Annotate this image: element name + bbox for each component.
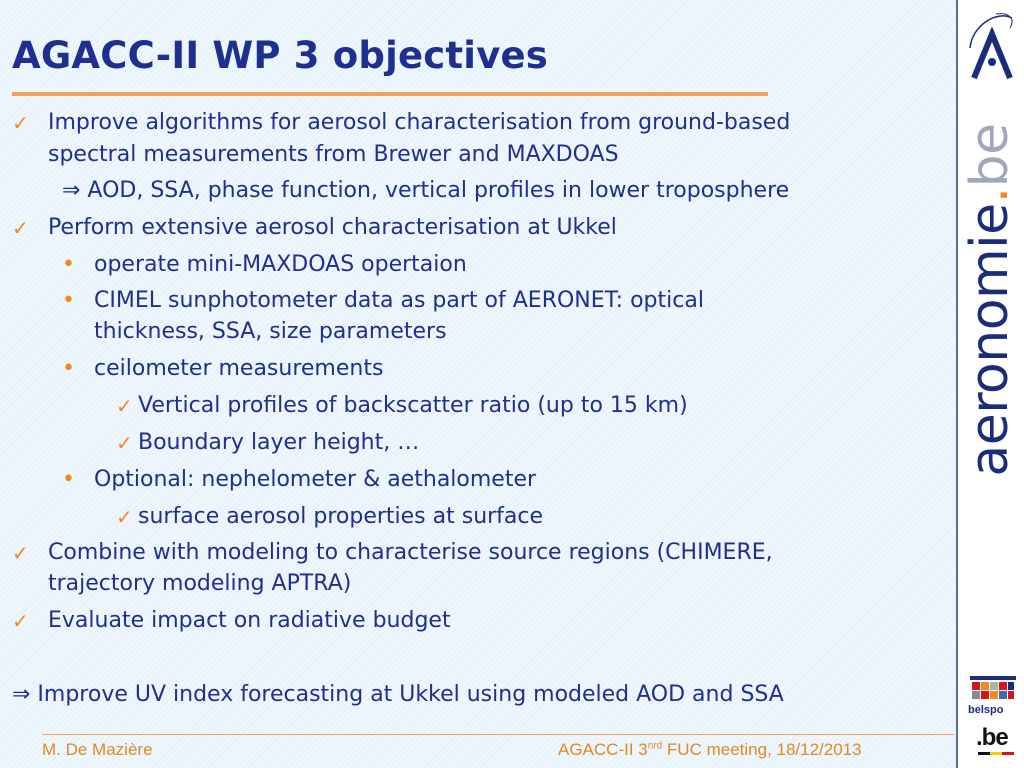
bullet-icon: • bbox=[62, 252, 75, 277]
belspo-label: belspo bbox=[968, 704, 1004, 716]
footer-divider bbox=[42, 734, 954, 735]
list-item: Boundary layer height, … bbox=[138, 430, 420, 455]
list-item: CIMEL sunphotometer data as part of AERONET: optical bbox=[94, 288, 704, 313]
list-item: ceilometer measurements bbox=[94, 356, 384, 381]
list-item: Evaluate impact on radiative budget bbox=[48, 608, 451, 633]
be-flag-stripe bbox=[978, 752, 1014, 755]
list-item: spectral measurements from Brewer and MAXDOAS bbox=[48, 142, 619, 167]
checkmark-icon: ✓ bbox=[12, 111, 29, 135]
wordmark-name: aeronomie bbox=[960, 203, 1020, 477]
checkmark-icon: ✓ bbox=[12, 609, 29, 633]
wordmark-dot: . bbox=[960, 187, 1020, 204]
checkmark-icon: ✓ bbox=[116, 394, 133, 418]
list-item: operate mini-MAXDOAS opertaion bbox=[94, 252, 467, 277]
aeronomie-wordmark bbox=[960, 123, 1020, 476]
be-logo-label: .be bbox=[976, 724, 1008, 751]
bullet-icon: • bbox=[62, 356, 75, 381]
list-item: ⇒ AOD, SSA, phase function, vertical profiles in lower troposphere bbox=[62, 178, 790, 203]
footer-meeting-suffix: FUC meeting, 18/12/2013 bbox=[662, 740, 862, 759]
footer-meeting-prefix: AGACC-II 3 bbox=[558, 740, 648, 759]
list-item: surface aerosol properties at surface bbox=[138, 504, 544, 529]
aeronomie-logo-icon bbox=[966, 8, 1018, 84]
bullet-icon: • bbox=[62, 467, 75, 492]
wordmark-tld: be bbox=[960, 123, 1020, 188]
list-item: Improve algorithms for aerosol characterisation from ground-based bbox=[48, 110, 791, 135]
title-underline bbox=[12, 92, 768, 96]
conclusion-text: ⇒ Improve UV index forecasting at Ukkel using modeled AOD and SSA bbox=[12, 682, 784, 707]
footer-meeting-sup: nrd bbox=[647, 740, 663, 752]
footer-meeting bbox=[558, 740, 862, 760]
list-item: trajectory modeling APTRA) bbox=[48, 571, 352, 596]
slide-title: AGACC-II WP 3 objectives bbox=[12, 34, 549, 77]
list-item: Vertical profiles of backscatter ratio (up to 15 km) bbox=[138, 393, 688, 418]
list-item: Optional: nephelometer & aethalometer bbox=[94, 467, 537, 492]
checkmark-icon: ✓ bbox=[12, 216, 29, 240]
checkmark-icon: ✓ bbox=[12, 541, 29, 565]
list-item: Perform extensive aerosol characterisation at Ukkel bbox=[48, 215, 617, 240]
checkmark-icon: ✓ bbox=[116, 505, 133, 529]
footer-author: M. De Mazière bbox=[42, 740, 153, 759]
list-item: Combine with modeling to characterise source regions (CHIMERE, bbox=[48, 540, 773, 565]
bullet-icon: • bbox=[62, 288, 75, 313]
checkmark-icon: ✓ bbox=[116, 431, 133, 455]
list-item: thickness, SSA, size parameters bbox=[94, 319, 447, 344]
